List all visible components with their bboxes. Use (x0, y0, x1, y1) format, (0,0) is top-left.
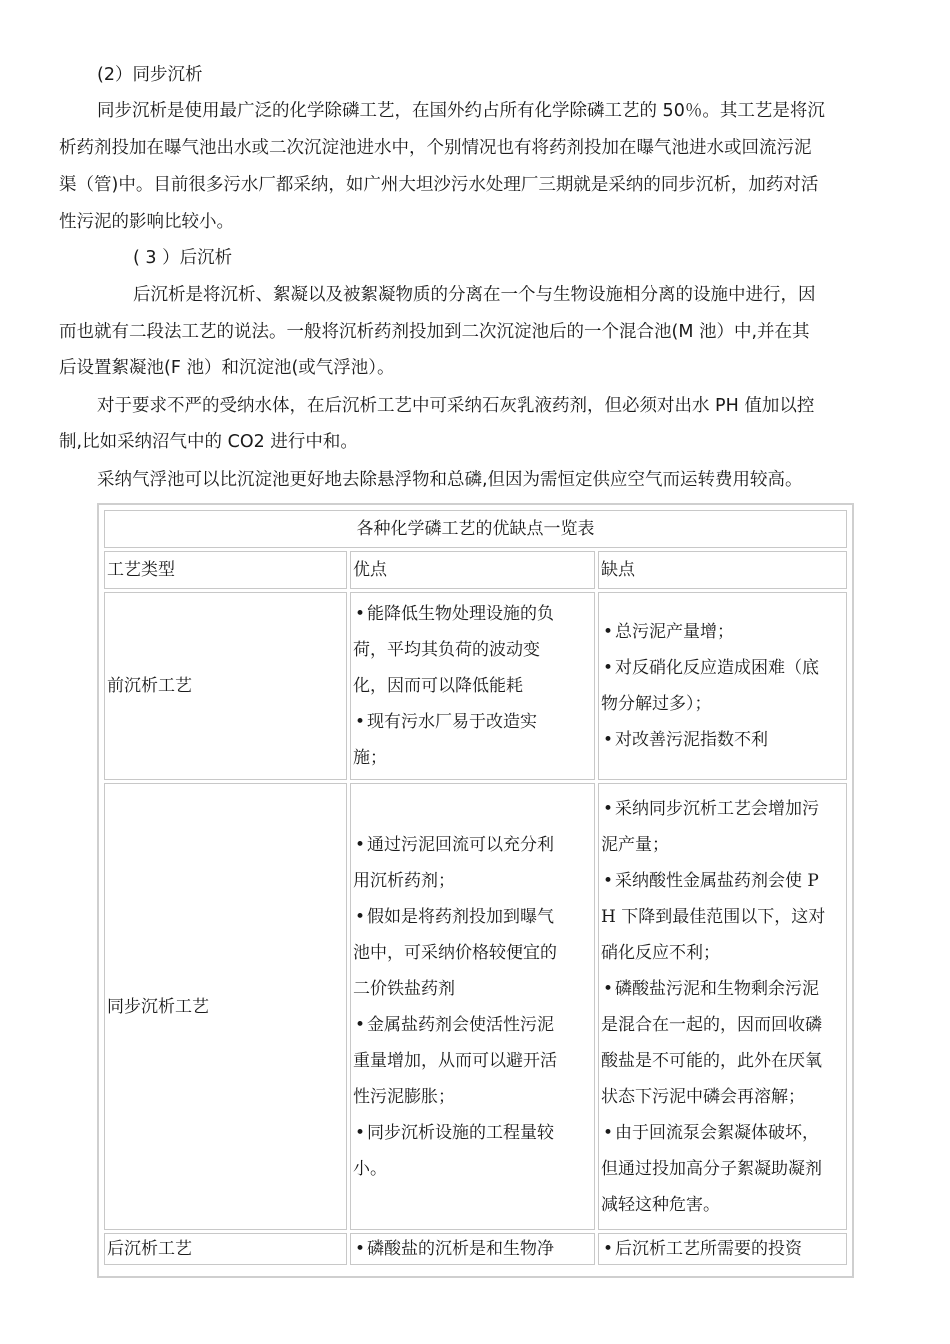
bullet-icon: • (602, 978, 614, 999)
list-item: 池中，可采纳价格较便宜的 (353, 942, 557, 963)
list-item: 二价铁盐药剂 (353, 978, 455, 999)
list-item: • 假如是将药剂投加到曝气 (353, 899, 592, 935)
bullet-icon: • (354, 712, 366, 732)
header-type: 工艺类型 (104, 551, 347, 589)
paragraph-2-line-1: 后沉析是将沉析、絮凝以及被絮凝物质的分离在一个与生物设施相分离的设施中进行，因 (133, 285, 816, 305)
list-item: 酸盐是不可能的，此外在厌氧 (601, 1050, 822, 1071)
row-cons-post-precipitation (598, 1233, 847, 1265)
bullet-icon: • (602, 622, 614, 642)
bullet-icon: • (354, 604, 366, 624)
bullet-icon: • (602, 870, 614, 891)
row-pros-post-precipitation (350, 1233, 595, 1265)
row-type-post-precipitation: 后沉析工艺 (104, 1233, 347, 1265)
row-cons-pre-precipitation (598, 592, 847, 780)
list-item: • 采纳同步沉析工艺会增加污 (601, 791, 844, 827)
list-item: • 总污泥产量增； (601, 614, 844, 650)
list-item: 荷，平均其负荷的波动变 (353, 640, 540, 660)
bullet-icon: • (602, 798, 614, 819)
row-cons-simultaneous-precipitation (598, 783, 847, 1230)
row-pros-simultaneous-precipitation (350, 783, 595, 1230)
list-item: • 金属盐药剂会使活性污泥 (353, 1007, 592, 1043)
list-item: • 采纳酸性金属盐药剂会使 P (601, 863, 844, 899)
list-item: 施； (353, 748, 387, 768)
comparison-table-frame (97, 503, 854, 1278)
list-item: 化，因而可以降低能耗 (353, 676, 523, 696)
list-item: • 对改善污泥指数不利 (601, 722, 844, 758)
paragraph-2-line-3: 后设置絮凝池(F 池）和沉淀池(或气浮池）。 (59, 358, 395, 378)
bullet-icon: • (602, 1122, 614, 1143)
list-item: 小。 (353, 1158, 387, 1179)
list-item: • 现有污水厂易于改造实 (353, 704, 592, 740)
paragraph-1-line-3: 渠（管)中。目前很多污水厂都采纳，如广州大坦沙污水处理厂三期就是采纳的同步沉析，加药对活 (59, 175, 819, 195)
paragraph-2-line-2: 而也就有二段法工艺的说法。一般将沉析药剂投加到二次沉淀池后的一个混合池(M 池）中,并在其 (59, 322, 810, 342)
list-item: 重量增加，从而可以避开活 (353, 1050, 557, 1071)
paragraph-1-line-1: 同步沉析是使用最广泛的化学除磷工艺，在国外约占所有化学除磷工艺的 50％。其工艺是将沉 (97, 101, 825, 121)
bullet-icon: • (354, 1239, 366, 1259)
section-heading-3: ( 3 ）后沉析 (133, 248, 233, 268)
bullet-icon: • (354, 1122, 366, 1143)
bullet-icon: • (602, 1239, 614, 1259)
list-item: 泥产量； (601, 834, 669, 855)
header-pros: 优点 (350, 551, 595, 589)
bullet-icon: • (354, 1014, 366, 1035)
list-item: 性污泥膨胀； (353, 1086, 455, 1107)
comparison-table (101, 507, 850, 1268)
list-item: • 能降低生物处理设施的负 (353, 596, 592, 632)
list-item: 是混合在一起的，因而回收磷 (601, 1014, 822, 1035)
bullet-icon: • (602, 730, 614, 750)
paragraph-3-line-2: 制,比如采纳沼气中的 CO2 进行中和。 (59, 432, 358, 452)
row-pros-pre-precipitation (350, 592, 595, 780)
table-caption: 各种化学磷工艺的优缺点一览表 (104, 510, 847, 548)
paragraph-4-line-1: 采纳气浮池可以比沉淀池更好地去除悬浮物和总磷,但因为需恒定供应空气而运转费用较高。 (97, 470, 803, 490)
list-item: H 下降到最佳范围以下，这对 (601, 906, 826, 927)
list-item: 减轻这种危害。 (601, 1194, 720, 1215)
bullet-icon: • (354, 834, 366, 855)
list-item: • 由于回流泵会絮凝体破坏， (601, 1115, 844, 1151)
list-item: 但通过投加高分子絮凝助凝剂 (601, 1158, 822, 1179)
list-item: 状态下污泥中磷会再溶解； (601, 1086, 805, 1107)
paragraph-1-line-2: 析药剂投加在曝气池出水或二次沉淀池进水中，个别情况也有将药剂投加在曝气池进水或回流污泥 (59, 138, 812, 158)
list-item: • 对反硝化反应造成困难（底 (601, 650, 844, 686)
list-item: • 后沉析工艺所需要的投资 (601, 1234, 844, 1264)
list-item: 用沉析药剂； (353, 870, 455, 891)
bullet-icon: • (354, 906, 366, 927)
list-item: 物分解过多）； (601, 694, 712, 714)
bullet-icon: • (602, 658, 614, 678)
list-item: • 同步沉析设施的工程量较 (353, 1115, 592, 1151)
paragraph-3-line-1: 对于要求不严的受纳水体，在后沉析工艺中可采纳石灰乳液药剂，但必须对出水 PH 值加以控 (97, 396, 815, 416)
row-type-pre-precipitation: 前沉析工艺 (104, 592, 347, 780)
row-type-simultaneous-precipitation: 同步沉析工艺 (104, 783, 347, 1230)
section-heading-2: (2）同步沉析 (97, 65, 203, 85)
list-item: • 磷酸盐污泥和生物剩余污泥 (601, 971, 844, 1007)
list-item: • 通过污泥回流可以充分利 (353, 827, 592, 863)
header-cons: 缺点 (598, 551, 847, 589)
list-item: • 磷酸盐的沉析是和生物净 (353, 1234, 592, 1264)
list-item: 硝化反应不利； (601, 942, 720, 963)
paragraph-1-line-4: 性污泥的影响比较小。 (59, 212, 234, 232)
